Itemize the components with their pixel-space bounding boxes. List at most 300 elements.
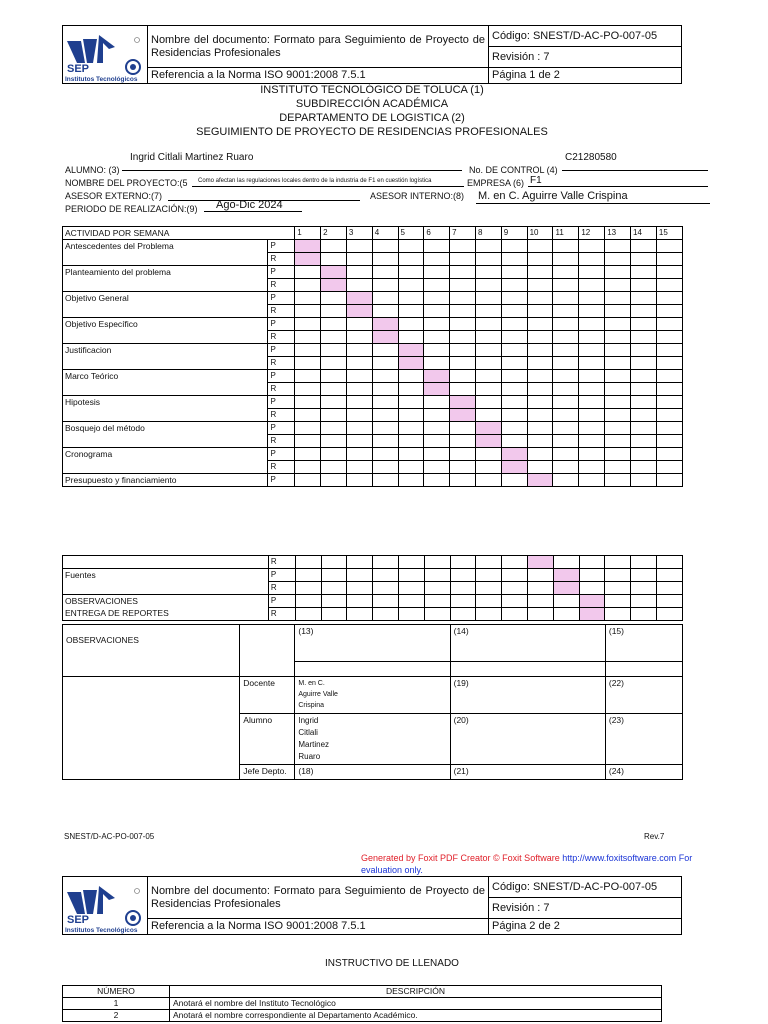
week-cell — [424, 608, 450, 621]
week-cell — [346, 253, 372, 266]
grid-header-label: ACTIVIDAD POR SEMANA — [63, 227, 295, 240]
week-cell — [475, 344, 501, 357]
obs-24: (24) — [605, 765, 682, 780]
week-cell — [631, 240, 657, 253]
asesor-int-value: M. en C. Aguirre Valle Crispina — [478, 190, 628, 202]
week-cell — [450, 608, 476, 621]
week-cell — [579, 556, 605, 569]
activity-name: Presupuesto y financiamiento — [63, 474, 268, 487]
week-cell — [450, 253, 476, 266]
week-cell — [657, 595, 683, 608]
week-cell — [631, 474, 657, 487]
doc-page-number: Página 1 de 2 — [489, 68, 682, 84]
week-cell — [631, 331, 657, 344]
week-cell — [528, 595, 554, 608]
week-cell — [295, 556, 321, 569]
week-cell — [321, 370, 347, 383]
week-cell — [605, 569, 631, 582]
week-cell — [475, 318, 501, 331]
week-cell — [656, 461, 682, 474]
week-cell — [656, 279, 682, 292]
week-cell — [321, 292, 347, 305]
week-cell — [372, 331, 398, 344]
week-cell — [527, 474, 553, 487]
week-cell — [346, 422, 372, 435]
signature-area — [63, 677, 240, 780]
doc-page-number: Página 2 de 2 — [489, 919, 682, 935]
week-cell — [475, 357, 501, 370]
week-cell — [605, 357, 631, 370]
week-cell — [527, 331, 553, 344]
week-cell — [295, 582, 321, 595]
week-cell — [295, 344, 321, 357]
week-cell — [295, 448, 321, 461]
week-cell — [295, 396, 321, 409]
week-cell — [502, 556, 528, 569]
week-header-11: 11 — [553, 227, 579, 240]
planned-label: P — [268, 292, 295, 305]
week-cell — [631, 582, 657, 595]
week-cell — [475, 331, 501, 344]
week-cell — [424, 292, 450, 305]
real-label: R — [268, 331, 295, 344]
week-cell — [501, 435, 527, 448]
week-cell — [553, 595, 579, 608]
alumno-sign-label: Alumno — [240, 714, 295, 765]
week-cell — [424, 595, 450, 608]
week-cell — [527, 435, 553, 448]
activity-name: Hipotesis — [63, 396, 268, 422]
week-cell — [475, 279, 501, 292]
week-header-1: 1 — [295, 227, 321, 240]
table-row — [63, 318, 683, 331]
week-cell — [372, 305, 398, 318]
week-cell — [553, 370, 579, 383]
week-cell — [553, 240, 579, 253]
week-cell — [656, 396, 682, 409]
week-cell — [579, 279, 605, 292]
week-cell — [321, 448, 347, 461]
activity-name: Cronograma — [63, 448, 268, 474]
week-cell — [527, 279, 553, 292]
week-cell — [398, 422, 424, 435]
week-cell — [501, 474, 527, 487]
week-cell — [321, 461, 347, 474]
week-cell — [475, 292, 501, 305]
week-cell — [579, 422, 605, 435]
week-cell — [295, 435, 321, 448]
week-cell — [450, 569, 476, 582]
week-cell — [553, 292, 579, 305]
week-cell — [475, 383, 501, 396]
real-label: R — [268, 409, 295, 422]
week-cell — [346, 448, 372, 461]
title-subdireccion: SUBDIRECCIÓN ACADÉMICA — [295, 98, 449, 110]
week-cell — [346, 461, 372, 474]
week-cell — [321, 357, 347, 370]
week-cell — [605, 266, 631, 279]
week-cell — [656, 305, 682, 318]
obs-18: (18) — [295, 765, 450, 780]
table-row — [63, 344, 683, 357]
week-cell — [321, 435, 347, 448]
header-table-page2 — [62, 876, 682, 935]
week-cell — [295, 357, 321, 370]
week-cell — [527, 240, 553, 253]
table-row — [63, 569, 683, 582]
activity-name: Objetivo General — [63, 292, 268, 318]
foxit-tail: For evaluation only. — [361, 853, 693, 875]
instructivo-num: 2 — [63, 1010, 170, 1022]
week-cell — [631, 266, 657, 279]
table-row — [63, 292, 683, 305]
week-cell — [501, 370, 527, 383]
week-cell — [346, 357, 372, 370]
footer-code: SNEST/D-AC-PO-007-05 — [64, 832, 155, 841]
week-cell — [347, 595, 373, 608]
week-cell — [295, 422, 321, 435]
week-cell — [631, 318, 657, 331]
week-cell — [424, 435, 450, 448]
week-cell — [398, 253, 424, 266]
activity-grid-continued — [62, 555, 683, 621]
week-cell — [656, 370, 682, 383]
week-cell — [346, 331, 372, 344]
table-row — [63, 595, 683, 608]
week-cell — [476, 582, 502, 595]
week-cell — [450, 370, 476, 383]
week-cell — [372, 422, 398, 435]
week-cell — [321, 582, 347, 595]
week-cell — [398, 461, 424, 474]
week-cell — [553, 344, 579, 357]
week-cell — [398, 474, 424, 487]
week-cell — [398, 292, 424, 305]
week-cell — [373, 608, 399, 621]
week-cell — [501, 357, 527, 370]
week-cell — [475, 461, 501, 474]
week-cell — [475, 435, 501, 448]
alumno-value: Ingrid Citlali Martinez Ruaro — [130, 152, 254, 163]
week-cell — [631, 569, 657, 582]
week-cell — [321, 305, 347, 318]
week-cell — [605, 435, 631, 448]
real-label: R — [268, 383, 295, 396]
week-cell — [656, 435, 682, 448]
week-cell — [450, 344, 476, 357]
week-cell — [579, 292, 605, 305]
week-cell — [605, 396, 631, 409]
week-cell — [501, 266, 527, 279]
week-cell — [346, 266, 372, 279]
week-cell — [321, 595, 347, 608]
week-cell — [631, 435, 657, 448]
week-cell — [398, 344, 424, 357]
week-cell — [295, 292, 321, 305]
week-cell — [295, 461, 321, 474]
week-cell — [372, 461, 398, 474]
table-row — [63, 448, 683, 461]
week-cell — [605, 331, 631, 344]
real-label: R — [268, 279, 295, 292]
planned-label: P — [268, 344, 295, 357]
week-cell — [398, 595, 424, 608]
planned-label: P — [268, 370, 295, 383]
week-cell — [372, 474, 398, 487]
week-cell — [450, 422, 476, 435]
activity-grid — [62, 226, 683, 487]
week-cell — [475, 409, 501, 422]
planned-label: P — [268, 448, 295, 461]
week-cell — [501, 318, 527, 331]
week-cell — [579, 435, 605, 448]
week-cell — [528, 582, 554, 595]
jefe-label: Jefe Depto. — [240, 765, 295, 780]
week-cell — [475, 240, 501, 253]
week-cell — [321, 279, 347, 292]
obs-13: (13) — [295, 625, 450, 662]
week-cell — [502, 595, 528, 608]
activity-name: Bosquejo del método — [63, 422, 268, 448]
week-cell — [657, 582, 683, 595]
week-cell — [631, 556, 657, 569]
week-cell — [346, 383, 372, 396]
week-cell — [295, 569, 321, 582]
week-cell — [372, 279, 398, 292]
week-cell — [631, 292, 657, 305]
week-cell — [398, 556, 424, 569]
doc-name-label: Nombre del documento: — [151, 33, 270, 46]
week-cell — [501, 409, 527, 422]
alumno-sign-value: Ingrid Citlali Martinez Ruaro — [295, 714, 450, 765]
week-cell — [656, 344, 682, 357]
week-header-15: 15 — [656, 227, 682, 240]
week-cell — [424, 344, 450, 357]
week-cell — [527, 253, 553, 266]
week-cell — [321, 318, 347, 331]
week-cell — [553, 279, 579, 292]
week-cell — [579, 409, 605, 422]
week-cell — [553, 422, 579, 435]
week-cell — [346, 240, 372, 253]
week-cell — [346, 435, 372, 448]
week-cell — [372, 370, 398, 383]
foxit-link[interactable]: http://www.foxitsoftware.com — [562, 853, 677, 863]
week-cell — [321, 474, 347, 487]
week-cell — [424, 422, 450, 435]
sep-logo — [63, 26, 148, 84]
week-header-5: 5 — [398, 227, 424, 240]
week-cell — [475, 448, 501, 461]
week-cell — [605, 253, 631, 266]
week-cell — [321, 253, 347, 266]
week-cell — [605, 305, 631, 318]
week-cell — [501, 331, 527, 344]
title-institute: INSTITUTO TECNOLÓGICO DE TOLUCA (1) — [260, 84, 484, 96]
week-cell — [372, 344, 398, 357]
week-cell — [346, 474, 372, 487]
real-label: R — [268, 461, 295, 474]
week-cell — [450, 331, 476, 344]
week-cell — [553, 305, 579, 318]
entrega-label: ENTREGA DE REPORTES — [65, 608, 169, 618]
week-cell — [528, 608, 554, 621]
week-cell — [321, 331, 347, 344]
week-cell — [605, 448, 631, 461]
week-cell — [424, 448, 450, 461]
week-cell — [450, 383, 476, 396]
asesor-ext-label: ASESOR EXTERNO:(7) — [65, 191, 163, 201]
week-cell — [605, 461, 631, 474]
doc-code: Código: SNEST/D-AC-PO-007-05 — [489, 877, 682, 898]
week-cell — [631, 383, 657, 396]
week-cell — [527, 318, 553, 331]
header-table-page1 — [62, 25, 682, 84]
week-cell — [321, 569, 347, 582]
week-cell — [450, 305, 476, 318]
week-cell — [347, 569, 373, 582]
week-cell — [450, 409, 476, 422]
empresa-value: F1 — [530, 175, 542, 186]
week-cell — [579, 357, 605, 370]
week-cell — [372, 396, 398, 409]
week-cell — [321, 556, 347, 569]
week-cell — [631, 305, 657, 318]
week-cell — [605, 582, 631, 595]
week-cell — [527, 422, 553, 435]
week-cell — [346, 344, 372, 357]
title-seguimiento: SEGUIMIENTO DE PROYECTO DE RESIDENCIAS PROFESIONALES — [196, 126, 548, 138]
week-cell — [424, 461, 450, 474]
week-cell — [579, 474, 605, 487]
instructivo-table — [62, 985, 662, 1022]
week-cell — [579, 344, 605, 357]
week-cell — [656, 448, 682, 461]
week-cell — [528, 569, 554, 582]
week-cell — [373, 569, 399, 582]
week-cell — [553, 383, 579, 396]
week-cell — [346, 409, 372, 422]
week-cell — [476, 556, 502, 569]
activity-name: Justificacion — [63, 344, 268, 370]
week-cell — [553, 357, 579, 370]
proyecto-label: NOMBRE DEL PROYECTO:(5 — [65, 178, 188, 188]
periodo-value: Ago-Dic 2024 — [216, 199, 283, 211]
week-cell — [450, 292, 476, 305]
instructivo-desc: Anotará el nombre correspondiente al Departamento Académico. — [170, 1010, 662, 1022]
week-cell — [501, 279, 527, 292]
week-cell — [656, 357, 682, 370]
planned-label: P — [268, 474, 295, 487]
instructivo-desc: Anotará el nombre del Instituto Tecnológico — [170, 998, 662, 1010]
week-cell — [553, 582, 579, 595]
logo-subtext: Institutos Tecnológicos — [65, 75, 138, 83]
table-row — [63, 240, 683, 253]
week-cell — [553, 266, 579, 279]
planned-label: P — [268, 240, 295, 253]
week-cell — [424, 318, 450, 331]
week-cell — [295, 595, 321, 608]
week-cell — [295, 383, 321, 396]
planned-label: P — [268, 569, 295, 582]
real-label: R — [268, 582, 295, 595]
week-cell — [347, 556, 373, 569]
week-cell — [295, 240, 321, 253]
doc-name-value: Formato para Seguimiento de Proyecto de Residencias Profesionales — [151, 884, 485, 910]
week-header-9: 9 — [501, 227, 527, 240]
doc-name-label: Nombre del documento: — [151, 884, 270, 897]
week-cell — [501, 240, 527, 253]
week-cell — [321, 240, 347, 253]
logo-text: SEP — [67, 62, 90, 75]
week-cell — [527, 409, 553, 422]
doc-name-cell — [148, 26, 489, 68]
proyecto-value: Como afectan las regulaciones locales dentro de la industria de F1 en cuestión logística — [198, 178, 432, 184]
week-cell — [501, 461, 527, 474]
week-cell — [424, 383, 450, 396]
week-cell — [579, 331, 605, 344]
real-label: R — [268, 253, 295, 266]
title-block — [62, 83, 682, 139]
week-cell — [450, 474, 476, 487]
week-cell — [373, 556, 399, 569]
week-cell — [553, 569, 579, 582]
empresa-label: EMPRESA (6) — [467, 178, 525, 188]
week-cell — [631, 448, 657, 461]
week-cell — [450, 448, 476, 461]
week-cell — [450, 279, 476, 292]
week-cell — [398, 448, 424, 461]
week-cell — [605, 409, 631, 422]
week-cell — [398, 266, 424, 279]
obs-22: (22) — [605, 677, 682, 714]
week-cell — [605, 595, 631, 608]
week-cell — [501, 292, 527, 305]
week-cell — [346, 305, 372, 318]
week-cell — [424, 253, 450, 266]
week-cell — [657, 569, 683, 582]
week-cell — [347, 608, 373, 621]
week-cell — [605, 344, 631, 357]
week-cell — [656, 253, 682, 266]
week-cell — [321, 266, 347, 279]
week-cell — [398, 331, 424, 344]
week-cell — [450, 582, 476, 595]
week-cell — [321, 608, 347, 621]
week-header-6: 6 — [424, 227, 450, 240]
week-cell — [553, 331, 579, 344]
week-cell — [398, 409, 424, 422]
week-cell — [631, 461, 657, 474]
control-value: C21280580 — [565, 152, 617, 163]
periodo-label: PERIODO DE REALIZACIÓN:(9) — [65, 204, 198, 214]
week-cell — [398, 370, 424, 383]
week-cell — [424, 396, 450, 409]
week-cell — [605, 370, 631, 383]
week-header-7: 7 — [450, 227, 476, 240]
real-label: R — [268, 357, 295, 370]
week-cell — [372, 357, 398, 370]
week-header-2: 2 — [321, 227, 347, 240]
doc-code: Código: SNEST/D-AC-PO-007-05 — [489, 26, 682, 47]
alumno-label: ALUMNO: (3) — [65, 165, 120, 175]
week-cell — [373, 582, 399, 595]
obs-label: OBSERVACIONES — [63, 625, 240, 677]
week-cell — [346, 279, 372, 292]
planned-label: P — [268, 595, 295, 608]
control-label: No. DE CONTROL (4) — [469, 165, 558, 175]
table-row — [63, 556, 683, 569]
